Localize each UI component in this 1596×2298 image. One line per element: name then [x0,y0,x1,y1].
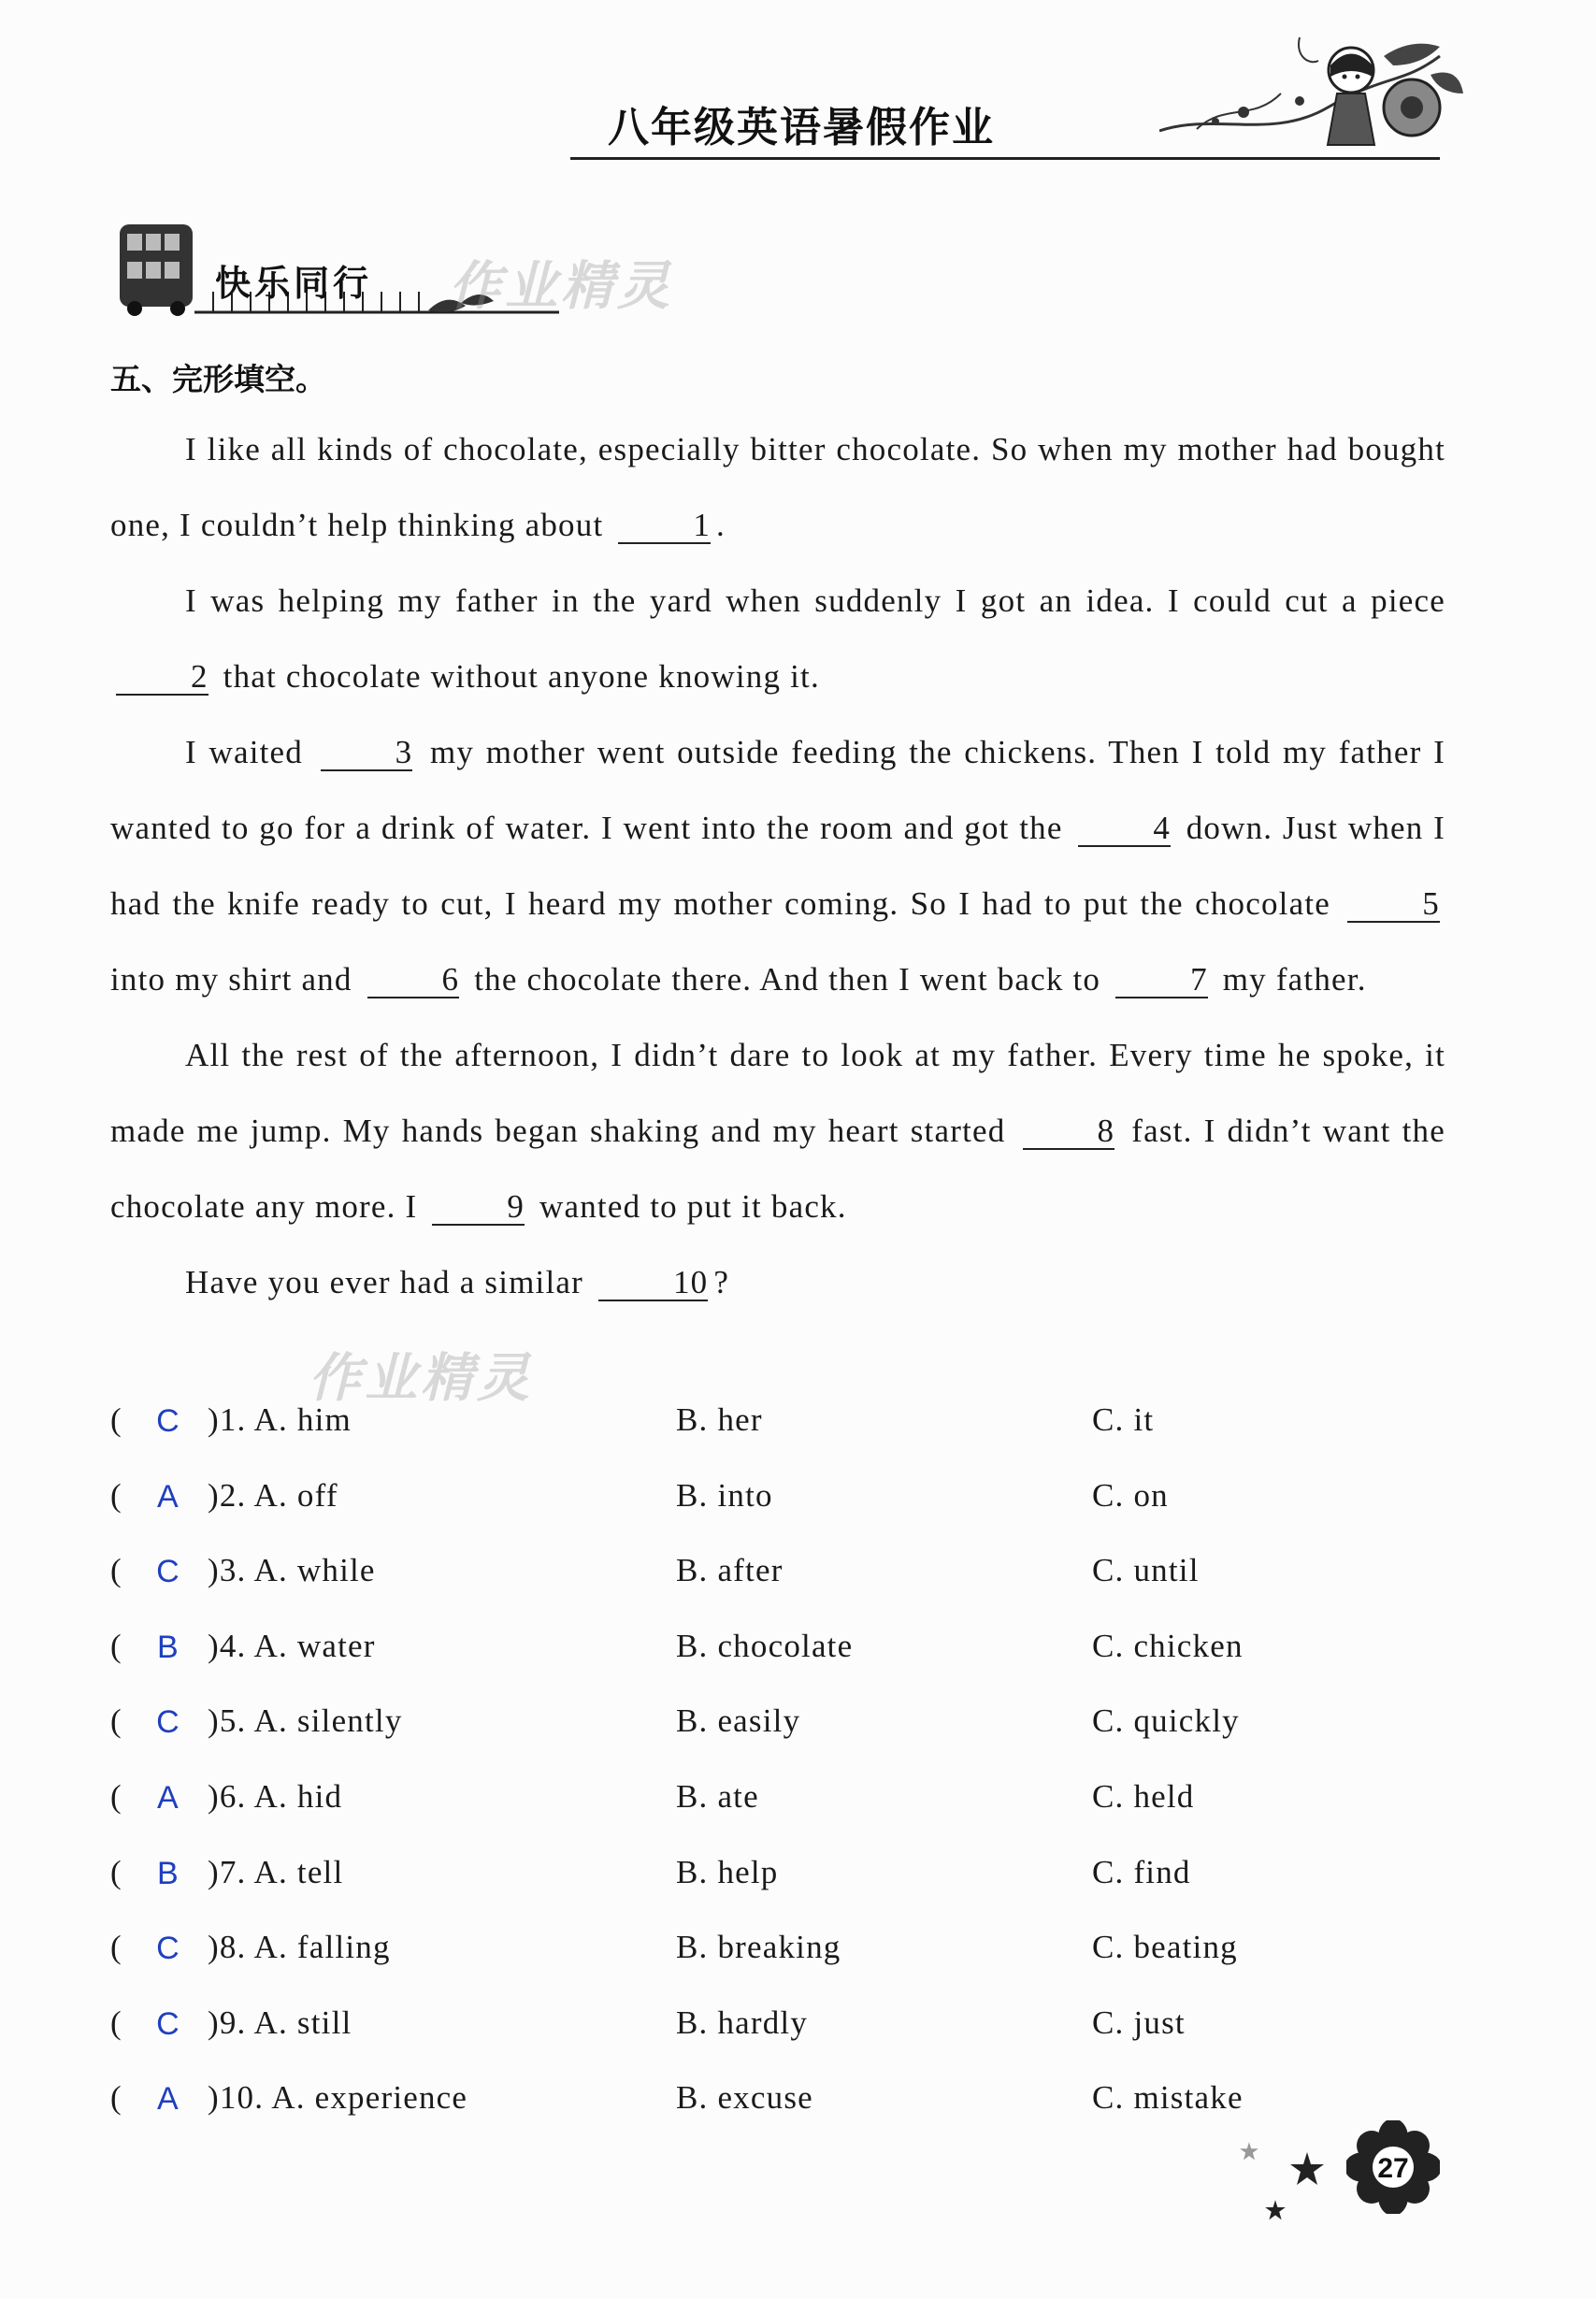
header-title: 八年级英语暑假作业 [608,104,995,151]
option-a: )3. A. while [208,1552,376,1589]
answer-mark: C [156,1554,180,1590]
blank-5: 5 [1347,887,1440,923]
option-c: C. until [1092,1552,1200,1589]
passage-text: All the rest of the afternoon, I didn’t dare to look at my father. Every time he spoke, it made me jump. My hands began shaking and my heart started [110,1037,1445,1149]
option-a: )8. A. falling [208,1929,391,1966]
blank-2: 2 [116,660,208,696]
blank-4: 4 [1078,811,1171,847]
answer-mark: B [157,1629,180,1665]
option-c: C. it [1092,1401,1155,1438]
blank-9: 9 [432,1190,525,1226]
option-b: B. after [676,1552,784,1589]
option-c: C. mistake [1092,2079,1244,2117]
option-c: C. quickly [1092,1702,1240,1740]
answer-mark: C [156,2005,180,2042]
option-b: B. excuse [676,2079,813,2117]
page-number: 27 [1377,2153,1409,2184]
blank-3: 3 [321,736,413,771]
answer-mark: A [157,1478,180,1515]
option-c: C. beating [1092,1929,1238,1966]
passage-text: ? [713,1264,730,1300]
option-b: B. breaking [676,1929,841,1966]
passage-text: wanted to put it back. [539,1188,847,1225]
paren: ( [110,1853,122,1890]
question-row [110,1916,1445,1991]
option-a: )4. A. water [208,1627,376,1664]
question-row [110,1689,1445,1765]
option-c: C. on [1092,1476,1169,1514]
passage-text: that chocolate without anyone knowing it. [223,658,820,695]
answer-mark: C [156,1403,180,1439]
answer-mark: B [157,1855,180,1891]
small-star-icon [1264,2199,1287,2221]
answer-mark: A [157,2081,180,2118]
small-star-icon [1288,2150,1326,2188]
paren: ( [110,1627,122,1664]
question-row [110,2066,1445,2142]
option-c: C. just [1092,2004,1186,2041]
option-a: )7. A. tell [208,1853,344,1890]
cloze-passage [110,411,1445,1320]
option-b: B. into [676,1476,773,1514]
passage-text: . [716,507,726,543]
page-header [552,19,1487,187]
option-b: B. her [676,1401,763,1438]
option-b: B. help [676,1853,779,1890]
passage-paragraph [110,563,1445,714]
option-a: )1. A. him [208,1401,352,1438]
passage-text: Have you ever had a similar [185,1264,583,1300]
question-row [110,1539,1445,1615]
passage-paragraph [110,1017,1445,1244]
girl-flower-illustration-icon [1159,19,1468,178]
blank-7: 7 [1115,963,1208,998]
paren: ( [110,1702,122,1740]
question-row [110,1991,1445,2067]
passage-text: I waited [185,734,303,770]
passage-paragraph [110,411,1445,563]
option-b: B. hardly [676,2004,809,2041]
answer-options [110,1388,1445,2142]
passage-text: I like all kinds of chocolate, especially bitter chocolate. So when my mother had bought one, I couldn’t help thinking about [110,431,1445,543]
paren: ( [110,1929,122,1966]
section-label: 五、完形填空。 [110,361,326,397]
watermark: 作业精灵 [309,1348,533,1409]
answer-mark: A [157,1779,180,1816]
paren: ( [110,1777,122,1815]
small-star-icon [1239,2141,1259,2162]
question-row [110,1841,1445,1917]
blank-10: 10 [598,1266,708,1301]
question-row [110,1388,1445,1464]
passage-text: fast. I didn’t want the chocolate any more. I [110,1113,1445,1225]
banner-title: 快乐同行 [215,263,373,304]
passage-text: into my shirt and [110,961,352,998]
answer-mark: C [156,1704,180,1741]
question-row [110,1615,1445,1690]
blank-1: 1 [618,509,711,544]
question-row [110,1464,1445,1540]
passage-paragraph [110,1244,1445,1320]
option-a: )2. A. off [208,1476,338,1514]
option-b: B. ate [676,1777,759,1815]
paren: ( [110,1476,122,1514]
paren: ( [110,2004,122,2041]
passage-text: my father. [1222,961,1367,998]
passage-paragraph [110,714,1445,1017]
paren: ( [110,1552,122,1589]
option-b: B. chocolate [676,1627,854,1664]
passage-text: I was helping my father in the yard when suddenly I got an idea. I could cut a piece [185,582,1445,619]
option-a: )5. A. silently [208,1702,403,1740]
option-c: C. chicken [1092,1627,1244,1664]
question-row [110,1765,1445,1841]
option-c: C. held [1092,1777,1195,1815]
paren: ( [110,2079,122,2117]
option-b: B. easily [676,1702,801,1740]
paren: ( [110,1401,122,1438]
passage-text: my mother went outside feeding the chickens. Then I told my father I wanted to go for a drink of water. I went into the room and got the [110,734,1445,846]
option-c: C. find [1092,1853,1191,1890]
option-a: )10. A. experience [208,2079,468,2117]
option-a: )9. A. still [208,2004,352,2041]
answer-mark: C [156,1931,180,1967]
passage-text: the chocolate there. And then I went back to [474,961,1101,998]
watermark: 作业精灵 [449,256,673,317]
blank-8: 8 [1023,1114,1115,1150]
blank-6: 6 [367,963,460,998]
option-a: )6. A. hid [208,1777,343,1815]
passage-text: down. Just when I had the knife ready to cut, I heard my mother coming. So I had to put the chocolate [110,810,1446,922]
